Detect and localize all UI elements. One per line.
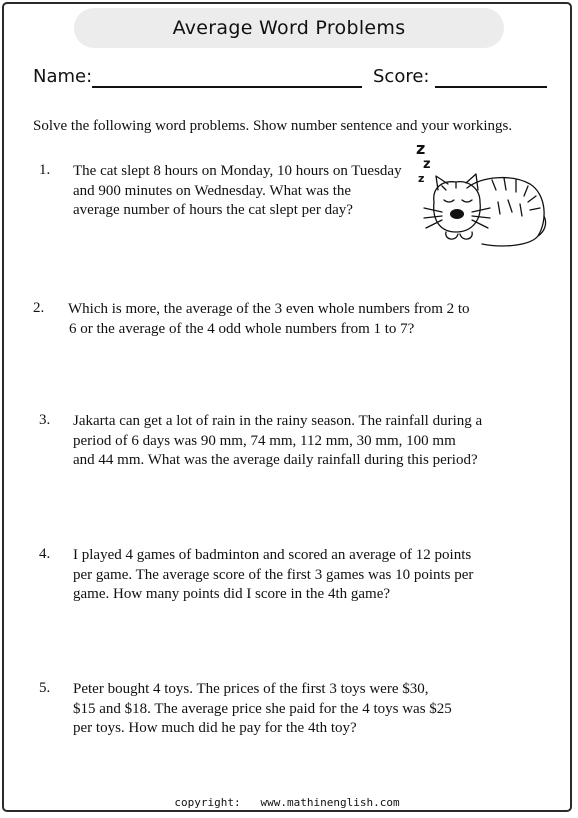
question-5-line: Peter bought 4 toys. The prices of the first 3 toys were $30, bbox=[73, 681, 429, 697]
question-number-3: 3. bbox=[39, 412, 51, 428]
name-label: Name: bbox=[33, 66, 93, 87]
question-1-line: average number of hours the cat slept per day? bbox=[73, 202, 353, 218]
sleep-z-letter: z bbox=[418, 172, 425, 185]
question-4-line: I played 4 games of badminton and scored an average of 12 points bbox=[73, 547, 472, 563]
question-1-line: The cat slept 8 hours on Monday, 10 hours on Tuesday bbox=[73, 163, 402, 179]
question-number-1: 1. bbox=[39, 162, 51, 178]
footer bbox=[0, 796, 574, 809]
sleeping-cat-icon bbox=[412, 140, 552, 250]
question-2-line: 6 or the average of the 4 odd whole numbers from 1 to 7? bbox=[69, 320, 415, 337]
sleep-z-letter: z bbox=[416, 140, 426, 158]
question-3-line: period of 6 days was 90 mm, 74 mm, 112 mm, 30 mm, 100 mm bbox=[73, 432, 456, 449]
copyright-label: copyright: bbox=[174, 796, 241, 809]
score-label: Score: bbox=[373, 66, 430, 87]
question-number-4: 4. bbox=[39, 546, 51, 562]
question-5-line: per toys. How much did he pay for the 4th toy? bbox=[73, 720, 357, 736]
question-3-line: Jakarta can get a lot of rain in the rainy season. The rainfall during a bbox=[73, 413, 483, 429]
question-3 bbox=[73, 412, 482, 471]
question-1-line: and 900 minutes on Wednesday. What was the bbox=[73, 182, 352, 199]
question-5 bbox=[73, 680, 452, 739]
question-number-5: 5. bbox=[39, 680, 51, 696]
question-2-line: Which is more, the average of the 3 even whole numbers from 2 to bbox=[68, 301, 470, 317]
sleep-z-letter: z bbox=[423, 157, 431, 172]
question-number-2: 2. bbox=[33, 300, 45, 316]
question-2 bbox=[68, 300, 470, 339]
question-5-line: $15 and $18. The average price she paid for the 4 toys was $25 bbox=[73, 700, 452, 717]
name-line bbox=[92, 86, 362, 88]
cat-mouth bbox=[450, 209, 464, 219]
footer-url-link[interactable]: www.mathinenglish.com bbox=[260, 796, 400, 809]
question-4 bbox=[73, 546, 473, 605]
question-4-line: game. How many points did I score in the 4th game? bbox=[73, 586, 391, 602]
question-1 bbox=[73, 162, 402, 221]
page-title: Average Word Problems bbox=[74, 8, 504, 48]
question-3-line: and 44 mm. What was the average daily rainfall during this period? bbox=[73, 452, 478, 468]
score-line bbox=[435, 86, 547, 88]
instructions: Solve the following word problems. Show number sentence and your workings. bbox=[33, 118, 513, 134]
question-4-line: per game. The average score of the first 3 games was 10 points per bbox=[73, 566, 474, 583]
